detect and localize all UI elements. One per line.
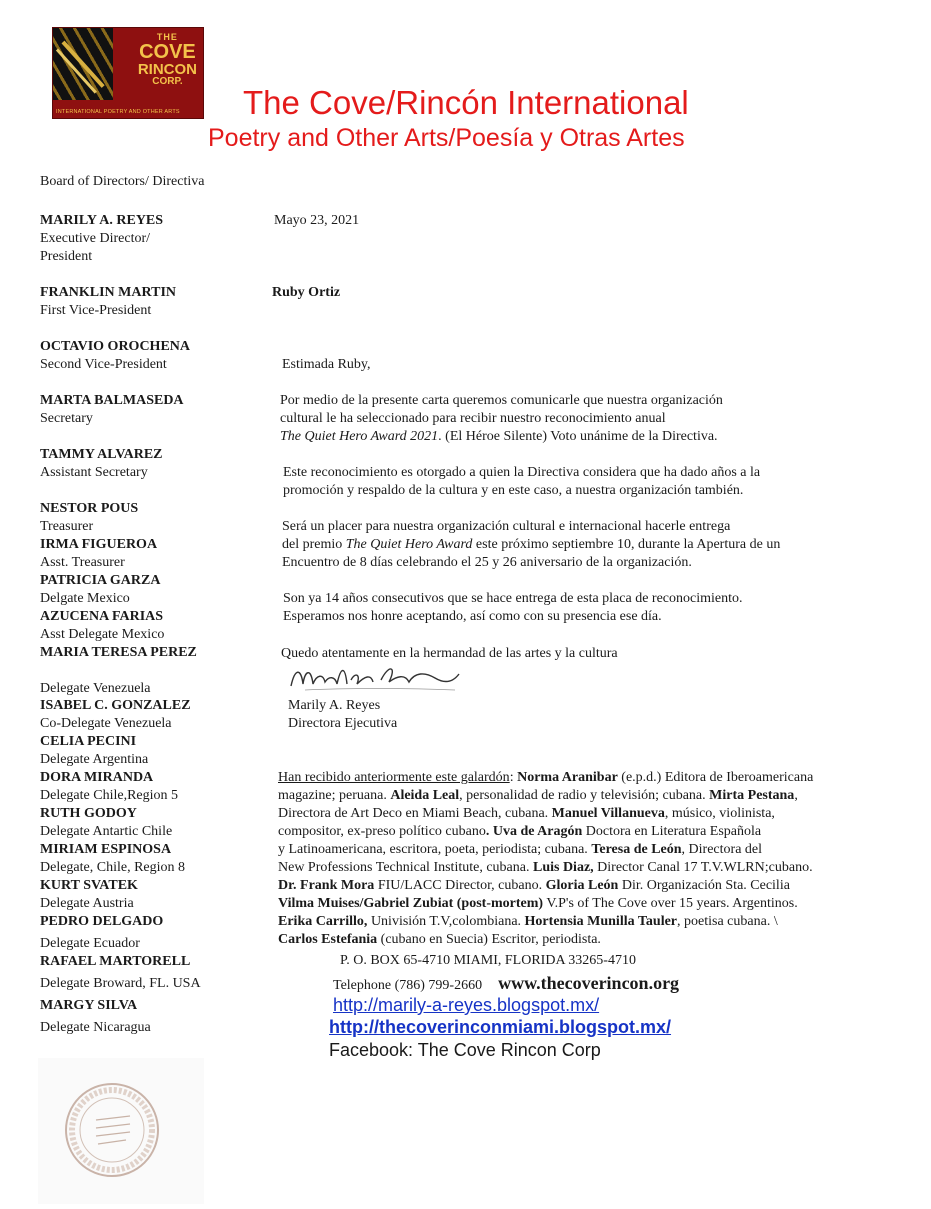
previous-recipients (278, 769, 813, 949)
director-name: KURT SVATEK (40, 878, 138, 893)
handwritten-signature (285, 660, 465, 694)
director-role: Executive Director/ (40, 231, 151, 246)
blog-link-2[interactable]: http://thecoverinconmiami.blogspot.mx/ (329, 1017, 672, 1037)
text-fragment: (cubano en Suecia) Escritor, periodista. (377, 932, 601, 947)
text-fragment: , Directora del (681, 842, 763, 857)
text-fragment: Univisión T.V,colombiana. (367, 914, 525, 929)
postal-address: P. O. BOX 65-4710 MIAMI, FLORIDA 33265-4710 (340, 953, 636, 968)
text-fragment: , personalidad de radio y televisión; cubana. (459, 788, 710, 803)
director-entry (40, 572, 160, 608)
phone-number: Telephone (786) 799-2660 (333, 978, 483, 993)
text-line (278, 859, 813, 877)
director-role: President (40, 249, 93, 264)
recipient-name: . Uva de Aragón (485, 824, 583, 839)
director-name: IRMA FIGUEROA (40, 537, 158, 552)
director-entry (40, 877, 138, 913)
recipient-name: Mirta Pestana (709, 788, 795, 803)
director-entry (40, 392, 184, 428)
director-entry (40, 500, 138, 536)
director-role: Delegate Nicaragua (40, 1020, 151, 1035)
contact-line (333, 973, 679, 994)
director-role: Secretary (40, 411, 93, 426)
text-line (278, 931, 813, 949)
signer-title: Directora Ejecutiva (288, 716, 398, 731)
director-name: MARILY A. REYES (40, 213, 164, 228)
director-role: Second Vice-President (40, 357, 167, 372)
director-entry (40, 284, 176, 320)
director-name: PEDRO DELGADO (40, 914, 164, 929)
text-fragment: Doctora en Literatura Española (582, 824, 762, 839)
director-name: ISABEL C. GONZALEZ (40, 698, 191, 713)
recipient-name: Aleida Leal (390, 788, 460, 803)
director-name: MARGY SILVA (40, 998, 138, 1013)
text-line: Este reconocimiento es otorgado a quien la Directiva considera que ha dado años a la (283, 465, 761, 480)
board-heading: Board of Directors/ Directiva (40, 174, 205, 189)
letter-closing: Quedo atentamente en la hermandad de las artes y la cultura (281, 646, 618, 661)
text-line: Por medio de la presente carta queremos comunicarle que nuestra organización (280, 393, 723, 408)
text-fragment: y Latinoamericana, escritora, poeta, periodista; cubana. (278, 842, 592, 857)
director-role: Delgate Mexico (40, 591, 130, 606)
text-fragment: magazine; peruana. (278, 788, 391, 803)
text-line (278, 769, 813, 787)
text-line (278, 841, 813, 859)
text-fragment: este próximo septiembre 10, durante la Apertura de un (472, 537, 781, 552)
facebook-text: Facebook: The Cove Rincon Corp (329, 1040, 601, 1060)
director-name: AZUCENA FARIAS (40, 609, 164, 624)
text-fragment: FIU/LACC Director, cubano. (374, 878, 546, 893)
recipient-name: Dr. Frank Mora (278, 878, 375, 893)
director-entry (40, 608, 164, 644)
text-fragment: : (509, 770, 518, 785)
blog-link-1[interactable]: http://marily-a-reyes.blogspot.mx/ (333, 995, 600, 1015)
director-role: Delegate Argentina (40, 752, 149, 767)
recipient-name: Teresa de León (591, 842, 682, 857)
director-entry (40, 697, 191, 733)
text-line (278, 913, 813, 931)
logo-line-3: RINCON (137, 61, 197, 78)
text-line (278, 805, 813, 823)
logo-line-4: CORP. (152, 76, 183, 87)
text-fragment: Dir. Organización Sta. Cecilia (618, 878, 790, 893)
director-entry (40, 212, 163, 266)
text-fragment: Directora de Art Deco en Miami Beach, cubana. (278, 806, 552, 821)
recipient-name: Erika Carrillo, (278, 914, 368, 929)
director-role: Delegate, Chile, Region 8 (40, 860, 186, 875)
letter-recipient: Ruby Ortiz (272, 285, 341, 300)
recipient-name: Manuel Villanueva (551, 806, 665, 821)
recipient-name: Norma Aranibar (517, 770, 618, 785)
text-line: promoción y respaldo de la cultura y en este caso, a nuestra organización también. (283, 483, 744, 498)
previous-intro: Han recibido anteriormente este galardón (278, 770, 510, 785)
director-entry (40, 769, 178, 805)
director-name: NESTOR POUS (40, 501, 139, 516)
letter-paragraph-3 (282, 518, 780, 572)
text-fragment: del premio (282, 537, 346, 552)
director-entry (40, 997, 151, 1037)
text-line (278, 787, 813, 805)
letter-paragraph-1 (280, 392, 723, 446)
director-entry (40, 841, 185, 877)
letter-salutation: Estimada Ruby, (282, 357, 371, 372)
director-entry (40, 536, 157, 572)
text-fragment: (e.p.d.) Editora de Iberoamericana (617, 770, 814, 785)
page-title: The Cove/Rincón International (243, 84, 689, 121)
logo-line-2: COVE (139, 41, 196, 63)
text-line (280, 428, 723, 446)
signer-name: Marily A. Reyes (288, 698, 381, 713)
recipient-name: Vilma Muises/Gabriel Zubiat (post-mortem) (278, 896, 544, 911)
director-role: Co-Delegate Venezuela (40, 716, 172, 731)
logo-brand (138, 33, 197, 87)
text-line: Será un placer para nuestra organización cultural e internacional hacerle entrega (282, 519, 731, 534)
director-name: MARTA BALMASEDA (40, 393, 184, 408)
director-entry (40, 733, 148, 769)
director-role: Treasurer (40, 519, 94, 534)
text-fragment: , poetisa cubana. \ (677, 914, 778, 929)
text-line (282, 536, 780, 554)
director-role: Delegate Austria (40, 896, 134, 911)
director-entry (40, 805, 172, 841)
director-name: CELIA PECINI (40, 734, 137, 749)
director-role: Assistant Secretary (40, 465, 148, 480)
logo-tagline: INTERNATIONAL POETRY AND OTHER ARTS (56, 109, 180, 115)
website-text: www.thecoverincon.org (498, 973, 680, 993)
director-role: Delegate Chile,Region 5 (40, 788, 179, 803)
text-line: Esperamos nos honre aceptando, así como con su presencia ese día. (283, 609, 662, 624)
director-name: PATRICIA GARZA (40, 573, 161, 588)
text-fragment: Director Canal 17 T.V.WLRN;cubano. (593, 860, 813, 875)
text-line: cultural le ha seleccionado para recibir nuestro reconocimiento anual (280, 411, 666, 426)
award-name: The Quiet Hero Award (345, 537, 473, 552)
director-name: DORA MIRANDA (40, 770, 154, 785)
director-role: First Vice-President (40, 303, 152, 318)
text-fragment: , (794, 788, 798, 803)
director-role: Delegate Antartic Chile (40, 824, 173, 839)
text-line (278, 823, 813, 841)
cove-rincon-logo (52, 27, 204, 119)
recipient-name: Hortensia Munilla Tauler (524, 914, 678, 929)
letter-date: Mayo 23, 2021 (274, 213, 360, 228)
logo-line-1: THE (156, 32, 178, 42)
director-name: MARIA TERESA PEREZ (40, 645, 197, 660)
director-entry (40, 913, 163, 953)
director-name: RAFAEL MARTORELL (40, 954, 191, 969)
director-role: Delegate Venezuela (40, 681, 151, 696)
text-fragment: compositor, ex-preso político cubano (278, 824, 486, 839)
recipient-name: Carlos Estefania (278, 932, 378, 947)
text-fragment: New Professions Technical Institute, cubana. (278, 860, 533, 875)
director-entry (40, 644, 197, 698)
director-name: RUTH GODOY (40, 806, 137, 821)
director-name: TAMMY ALVAREZ (40, 447, 163, 462)
text-line: Son ya 14 años consecutivos que se hace entrega de esta placa de reconocimiento. (283, 591, 743, 606)
text-fragment: , músico, violinista, (664, 806, 775, 821)
director-role: Delegate Ecuador (40, 936, 140, 951)
page-subtitle: Poetry and Other Arts/Poesía y Otras Artes (208, 124, 685, 152)
director-entry (40, 953, 201, 993)
recipient-name: Luis Diaz, (532, 860, 594, 875)
letter-paragraph-4 (283, 590, 743, 626)
director-name: FRANKLIN MARTIN (40, 285, 177, 300)
award-name: The Quiet Hero Award 2021 (280, 429, 439, 444)
text-line (278, 877, 813, 895)
director-role: Asst. Treasurer (40, 555, 125, 570)
director-entry (40, 338, 190, 374)
director-name: OCTAVIO OROCHENA (40, 339, 191, 354)
corporate-seal-area (38, 1058, 204, 1204)
text-fragment: V.P's of The Cove over 15 years. Argentinos. (543, 896, 798, 911)
recipient-name: Gloria León (545, 878, 619, 893)
letter-paragraph-2 (283, 464, 760, 500)
director-name: MIRIAM ESPINOSA (40, 842, 172, 857)
director-role: Asst Delegate Mexico (40, 627, 165, 642)
corporate-seal (38, 1058, 204, 1204)
text-fragment: . (El Héroe Silente) Voto unánime de la Directiva. (438, 429, 718, 444)
text-line: Encuentro de 8 días celebrando el 25 y 26 aniversario de la organización. (282, 555, 692, 570)
director-role: Delegate Broward, FL. USA (40, 976, 201, 991)
text-line (278, 895, 813, 913)
director-entry (40, 446, 163, 482)
